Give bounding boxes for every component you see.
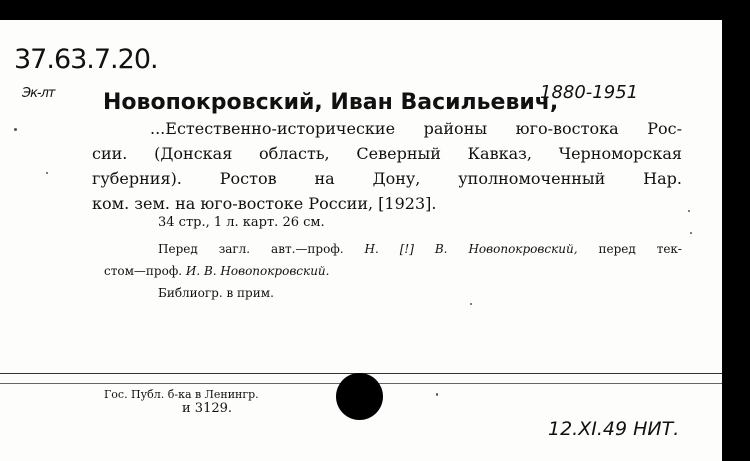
call-number: 37.63.7.20.	[14, 44, 158, 75]
note-bibliography: Библиогр. в прим.	[158, 286, 274, 300]
title-description	[92, 116, 682, 216]
speck	[690, 232, 692, 234]
catalog-card	[0, 20, 722, 461]
note-text: перед тек-	[598, 242, 682, 256]
speck	[436, 393, 438, 396]
description-line: ком. зем. на юго-востоке России, [1923].	[92, 194, 437, 213]
description-line: ...Естественно-исторические районы юго-востока Рос-	[150, 119, 682, 138]
note-name: И. В. Новопокровский.	[185, 264, 330, 278]
note-name: Н. [!] В. Новопокровский,	[364, 242, 578, 256]
speck	[688, 210, 690, 212]
description-line: сии. (Донская область, Северный Кавказ, Черноморская	[92, 144, 682, 163]
margin-mark: Эк-лт	[22, 86, 55, 101]
speck	[14, 128, 17, 131]
note-portraits-line-1	[104, 238, 682, 260]
library-stamp: Гос. Публ. б-ка в Ленингр.	[104, 388, 259, 401]
note-text: Перед загл. авт.—проф.	[158, 242, 344, 256]
author-heading: Новопокровский, Иван Васильевич,	[103, 90, 559, 115]
note-text: стом—проф.	[104, 264, 183, 278]
speck	[46, 172, 48, 174]
notes	[104, 238, 682, 304]
inventory-note: 12.XI.49 НИТ.	[548, 418, 680, 440]
accession-number: и 3129.	[182, 401, 233, 416]
author-dates: 1880-1951	[540, 82, 639, 103]
collation: 34 стр., 1 л. карт. 26 см.	[158, 215, 325, 230]
punch-hole	[336, 373, 383, 420]
description-line: губерния). Ростов на Дону, уполномоченный Нар.	[92, 169, 682, 188]
speck	[470, 303, 472, 305]
note-portraits-line-2	[104, 260, 682, 282]
